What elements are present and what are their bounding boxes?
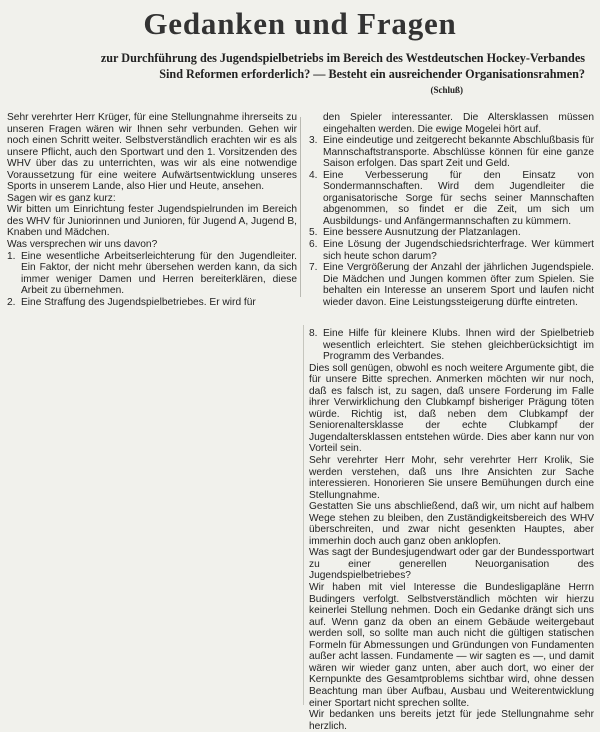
list-number: 8. bbox=[309, 328, 318, 339]
list-item bbox=[7, 251, 297, 297]
column-divider bbox=[300, 117, 301, 297]
list-item bbox=[309, 227, 594, 239]
list-text: Eine eindeutige und zeitgerecht bekannte Abschlußbasis für Mannschaftstransporte. Abschlüsse können für eine ganze Saison erfolgen. Das spart Zeit und Geld. bbox=[323, 135, 594, 170]
list-item-continuation bbox=[309, 112, 594, 135]
paragraph: Wir bedanken uns bereits jetzt für jede Stellungnahme sehr herzlich. bbox=[309, 709, 594, 732]
list-item bbox=[309, 135, 594, 170]
list-text: Eine Lösung der Jugendschiedsrichterfrage. Wer kümmert sich heute schon darum? bbox=[323, 239, 594, 262]
paragraph: Was versprechen wir uns davon? bbox=[7, 239, 158, 251]
paragraph: Was sagt der Bundesjugendwart oder gar der Bundessportwart zu einer generellen Neuorganisation des Jugendspielbetriebes? bbox=[309, 547, 594, 582]
paragraph: Sagen wir es ganz kurz: bbox=[7, 192, 116, 204]
list-number: 3. bbox=[309, 135, 318, 147]
paragraph: Sehr verehrter Herr Krüger, für eine Stellungnahme ihrerseits zu unseren Fragen wären wir Ihnen sehr verbunden. Gehen wir noch einen Schritt weiter. Selbstverständlich erachten wir es als unsere Pflicht, auch den Sportwart und den 1. Vorsitzenden des WHV über das zu unterrichten, was wir als eine notwendige Voraussetzung für eine weitere Aufwärtsentwicklung unseres Sports in unserem Lande, also Hier und Heute, ansehen. bbox=[7, 112, 297, 193]
article-subtitle bbox=[40, 50, 585, 98]
list-text: Eine Straffung des Jugendspielbetriebes. Er wird für bbox=[21, 296, 256, 308]
paragraph: Sehr verehrter Herr Mohr, sehr verehrter Herr Krolik, Sie werden verstehen, daß uns Ihre Ansichten zur Sache interessieren. Honorieren Sie unsere Bemühungen durch eine Stellungnahme. bbox=[309, 455, 594, 501]
article-title: Gedanken und Fragen bbox=[143, 6, 457, 41]
paragraph: Dies soll genügen, obwohl es noch weitere Argumente gibt, die für unsere Bitte sprechen. Anmerken möchten wir nur noch, daß es falsch ist, zu sagen, daß unsere Forderung im Falle ihrer Verwirklichung den Clubkampf bisheriger Prägung töten würde. Richtig ist, daß neben dem Clubkampf der Seniorenaltersklasse der echte Clubkampf der Jugendaltersklassen entstehen würde. Dies aber kann nur von Vorteil sein. bbox=[309, 362, 594, 455]
list-number: 6. bbox=[309, 239, 318, 251]
list-number: 4. bbox=[309, 169, 318, 181]
column-divider-lower bbox=[303, 325, 304, 705]
text-column-right-top bbox=[309, 112, 594, 308]
list-text: Eine bessere Ausnutzung der Platzanlagen. bbox=[323, 227, 521, 239]
paragraph: Gestatten Sie uns abschließend, daß wir, um nicht auf halbem Wege stehen zu bleiben, den Zuständigkeitsbereich des WHV überschreiten, und zwar nicht gesenkten Hauptes, aber immerhin doch auch ganz oben anklopfen. bbox=[309, 501, 594, 547]
text-column-left bbox=[7, 112, 297, 308]
continuation-note: (Schluß) bbox=[430, 85, 463, 95]
list-item bbox=[309, 170, 594, 228]
list-text: den Spieler interessanter. Die Altersklassen müssen eingehalten werden. Die ewige Mogelei hört auf. bbox=[323, 112, 594, 135]
paragraph: Wir haben mit viel Interesse die Bundesligapläne Herrn Budingers verfolgt. Selbstverständlich möchten wir hierzu keinerlei Stellung nehmen. Doch ein Gedanke drängt sich uns auf. Wenn ganz da oben an einem Gebäude weitergebaut werden soll, so sollte man auch nicht die gültigen statischen Formeln für Abmessungen und Gründungen von Fundamenten außer acht lassen. Fundamente — wir sagten es —, und damit wären wir wieder ganz unten, aber auch dort, wo einer der Kernpunkte des Gesamtproblems sichtbar wird, ohne dessen Beachtung man über Aufbau, Ausbau und Weiterentwicklung einer Sportart nicht sprechen sollte. bbox=[309, 582, 594, 709]
list-item bbox=[7, 297, 297, 309]
list-number: 5. bbox=[309, 227, 318, 239]
list-item bbox=[309, 262, 594, 308]
list-item bbox=[309, 328, 594, 363]
list-number: 7. bbox=[309, 262, 318, 274]
paragraph: Wir bitten um Einrichtung fester Jugendspielrunden im Bereich des WHV für Juniorinnen und Junioren, für Jugend A, Jugend B, Knaben und Mädchen. bbox=[7, 204, 297, 239]
subtitle-line-2: Sind Reformen erforderlich? — Besteht ein ausreichender Organisationsrahmen? bbox=[159, 67, 585, 81]
list-number: 1. bbox=[7, 250, 16, 262]
subtitle-line-1: zur Durchführung des Jugendspielbetriebs im Bereich des Westdeutschen Hockey-Verbandes bbox=[100, 51, 585, 65]
list-text: Eine Verbesserung für den Einsatz von Sondermannschaften. Wird dem Jugendleiter die organisatorische Sorge für sechs seiner Mannschaften abgenommen, so findet er die Zeit, um sich um Ausbildungs- und Anfängermannschaften zu kümmern. bbox=[323, 169, 594, 227]
list-text: Eine wesentliche Arbeitserleichterung für den Jugendleiter. Ein Faktor, der nicht mehr übersehen werden kann, da sich immer weniger Damen und Herren bereiterklären, diese Arbeit zu übernehmen. bbox=[21, 250, 297, 297]
list-text: Eine Vergrößerung der Anzahl der jährlichen Jugendspiele. Die Mädchen und Jungen kommen öfter zum Spielen. Sie behalten ein Interesse an unserem Sport und laufen nicht wieder davon. Eine Leistungssteigerung dürfte eintreten. bbox=[323, 262, 594, 308]
list-number: 2. bbox=[7, 296, 16, 308]
text-column-right-bottom bbox=[309, 328, 594, 732]
list-text: Eine Hilfe für kleinere Klubs. Ihnen wird der Spielbetrieb wesentlich erleichtert. Sie stehen gleichberücksichtigt im Programm des Verbandes. bbox=[323, 328, 594, 363]
list-item bbox=[309, 239, 594, 262]
